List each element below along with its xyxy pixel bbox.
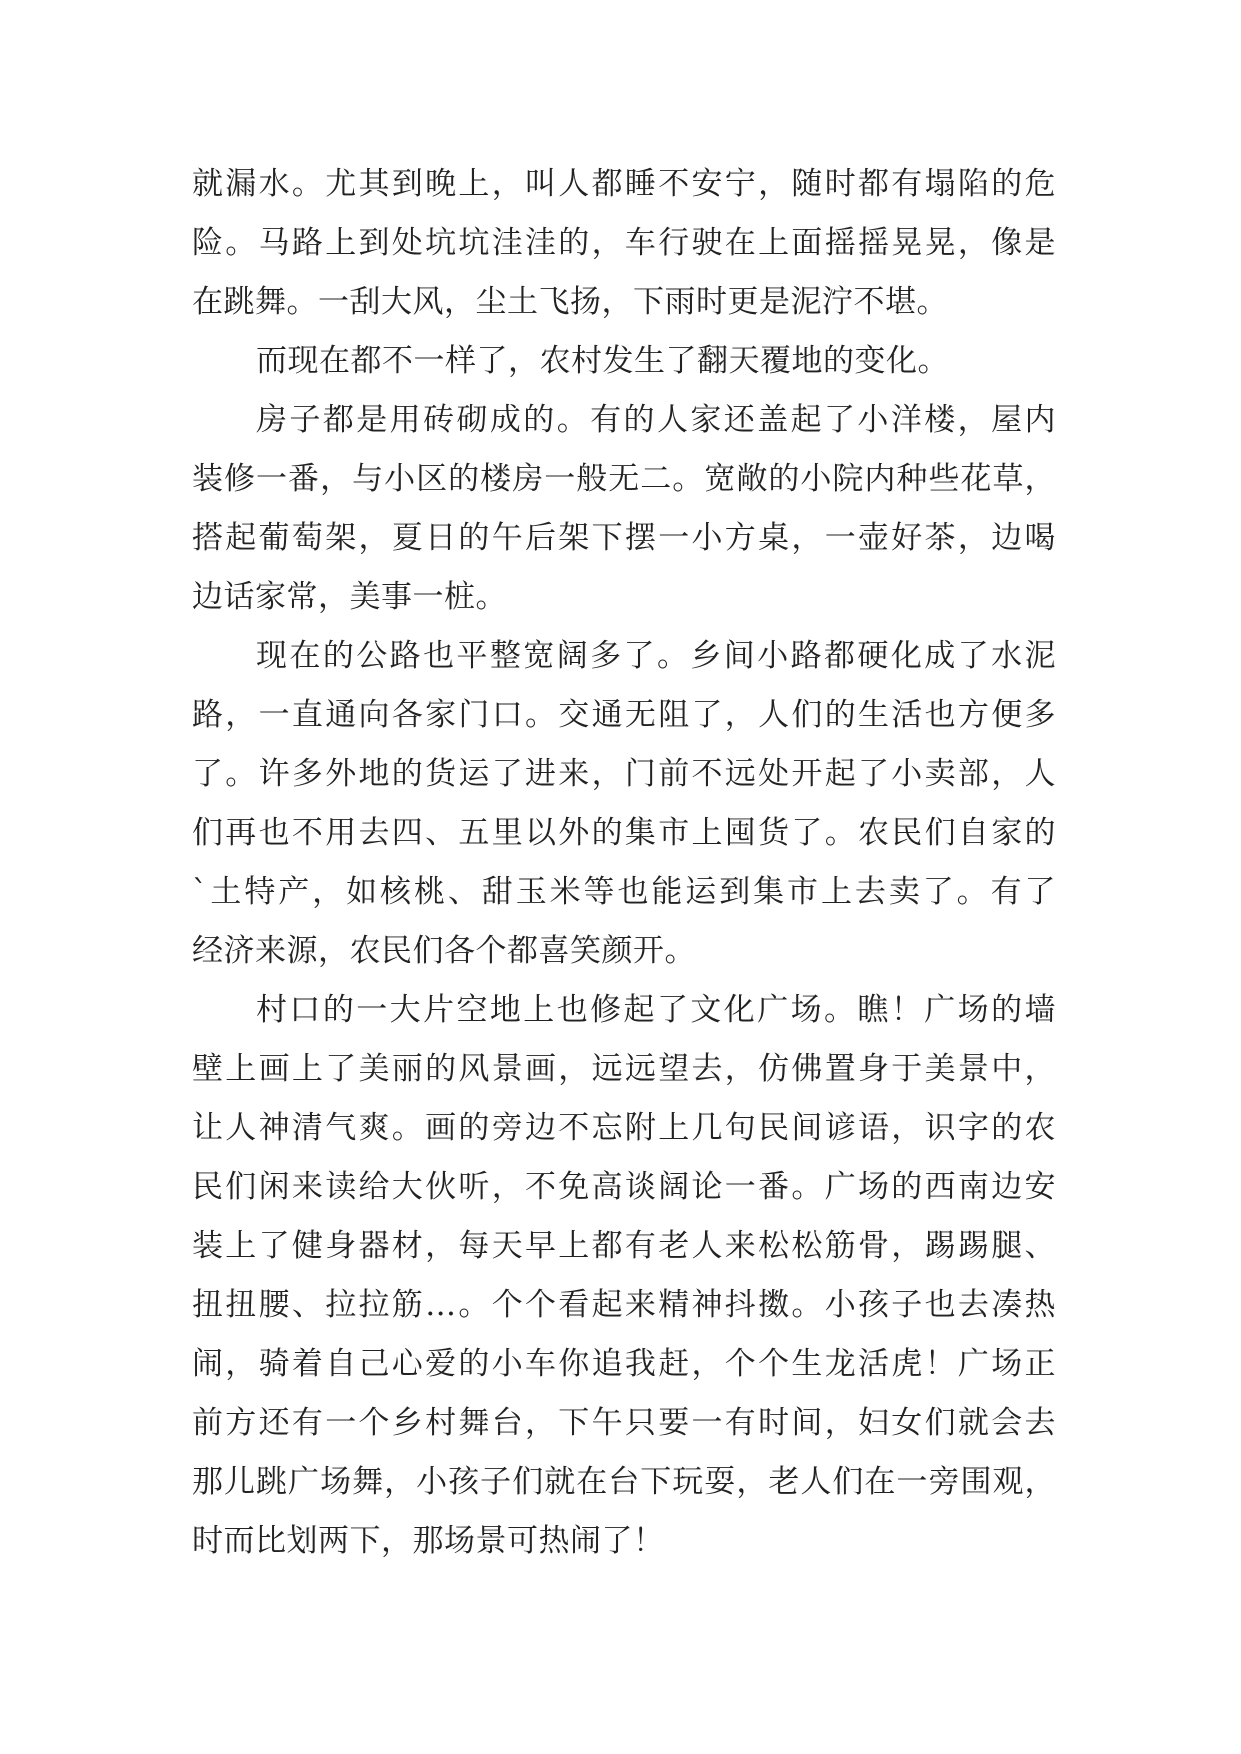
text-line: 壁上画上了美丽的风景画，远远望去，仿佛置身于美景中， (192, 1051, 1056, 1087)
text-line: 闹，骑着自己心爱的小车你追我赶，个个生龙活虎！广场正 (192, 1346, 1056, 1382)
text-line: 而现在都不一样了，农村发生了翻天覆地的变化。 (256, 343, 949, 379)
text-line: 在跳舞。一刮大风，尘土飞扬，下雨时更是泥泞不堪。 (192, 284, 948, 320)
text-line: 装修一番，与小区的楼房一般无二。宽敞的小院内种些花草， (192, 461, 1056, 497)
text-line: 险。马路上到处坑坑洼洼的，车行驶在上面摇摇晃晃，像是 (192, 225, 1056, 261)
text-line: 前方还有一个乡村舞台，下午只要一有时间，妇女们就会去 (192, 1405, 1056, 1441)
text-line: 们再也不用去四、五里以外的集市上囤货了。农民们自家的 (192, 815, 1056, 851)
text-line: 装上了健身器材，每天早上都有老人来松松筋骨，踢踢腿、 (192, 1228, 1056, 1264)
text-line: 房子都是用砖砌成的。有的人家还盖起了小洋楼，屋内 (256, 402, 1056, 438)
text-line: 路，一直通向各家门口。交通无阻了，人们的生活也方便多 (192, 697, 1056, 733)
text-line: 就漏水。尤其到晚上，叫人都睡不安宁，随时都有塌陷的危 (192, 166, 1056, 202)
text-line: 搭起葡萄架，夏日的午后架下摆一小方桌，一壶好茶，边喝 (192, 520, 1056, 556)
text-line: 现在的公路也平整宽阔多了。乡间小路都硬化成了水泥 (256, 638, 1056, 674)
text-line: 时而比划两下，那场景可热闹了！ (192, 1523, 665, 1559)
text-line: 扭扭腰、拉拉筋…。个个看起来精神抖擞。小孩子也去凑热 (192, 1287, 1056, 1323)
text-line: 让人神清气爽。画的旁边不忘附上几句民间谚语，识字的农 (192, 1110, 1056, 1146)
text-line: 经济来源，农民们各个都喜笑颜开。 (192, 933, 696, 969)
text-line: 了。许多外地的货运了进来，门前不远处开起了小卖部，人 (192, 756, 1056, 792)
text-line: 边话家常，美事一桩。 (192, 579, 507, 615)
text-line: 那儿跳广场舞，小孩子们就在台下玩耍，老人们在一旁围观， (192, 1464, 1056, 1500)
text-line: 村口的一大片空地上也修起了文化广场。瞧！广场的墙 (256, 992, 1056, 1028)
body-text (192, 155, 1056, 1571)
text-line: `土特产，如核桃、甜玉米等也能运到集市上去卖了。有了 (192, 874, 1056, 910)
text-line: 民们闲来读给大伙听，不免高谈阔论一番。广场的西南边安 (192, 1169, 1056, 1205)
